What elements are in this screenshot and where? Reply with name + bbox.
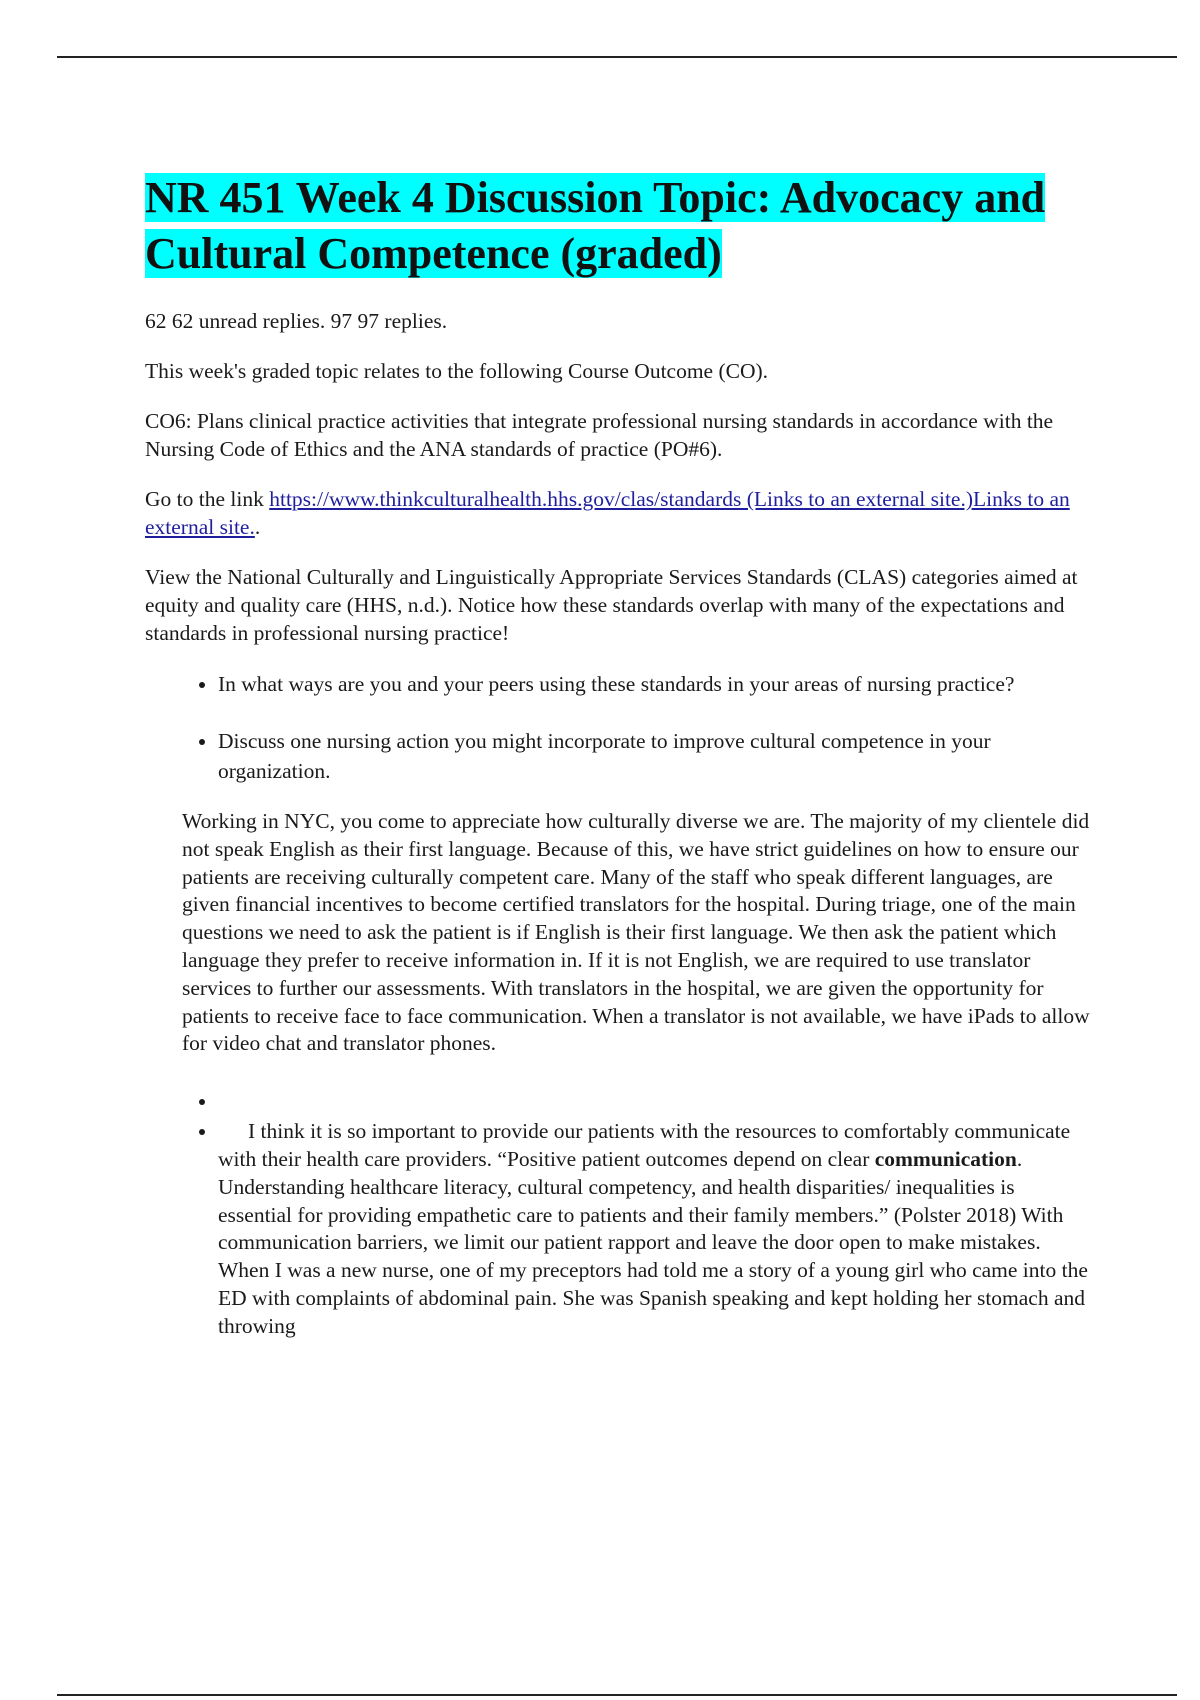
reply-counts: 62 62 unread replies. 97 97 replies. (145, 309, 448, 333)
response-list (145, 1088, 1090, 1340)
clas-paragraph: View the National Culturally and Linguistically Appropriate Services Standards (CLAS) categories aimed at equity and quality care (HHS, n.d.). Notice how these standards overlap with many of the expectations and standards in professional nursing practice! (145, 565, 1078, 645)
course-outcome: CO6: Plans clinical practice activities that integrate professional nursing standards in accordance with the Nursing Code of Ethics and the ANA standards of practice (PO#6). (145, 409, 1054, 461)
bottom-rule (57, 1694, 1177, 1696)
response-text-end: . Understanding healthcare literacy, cultural competency, and health disparities/ inequalities is essential for providing empathetic care to patients and their family members.” (Polster 2018) With communication barriers, we limit our patient rapport and leave the door open to make mistakes. When I was a new nurse, one of my preceptors had told me a story of a young girl who came into the ED with complaints of abdominal pain. She was Spanish speaking and kept holding her stomach and throwing (218, 1146, 1088, 1338)
link-prefix: Go to the link (145, 487, 270, 511)
page-title (145, 170, 1090, 282)
question-item: • In what ways are you and your peers using these standards in your areas of nursing practice? (218, 669, 1090, 699)
response-item (218, 1118, 1090, 1340)
empty-bullet (218, 1088, 1090, 1116)
bold-term: communication (874, 1146, 1017, 1171)
intro-text: This week's graded topic relates to the following Course Outcome (CO). (145, 359, 769, 383)
response-paragraph: Working in NYC, you come to appreciate how culturally diverse we are. The majority of my clientele did not speak English as their first language. Because of this, we have strict guidelines on how to ensure our patients are receiving culturally competent care. Many of the staff who speak different languages, are given financial incentives to become certified translators for the hospital. During triage, one of the main questions we need to ask the patient is if English is their first language. We then ask the patient which language they prefer to receive information in. If it is not English, we are required to use translator services to further our assessments. With translators in the hospital, we are given the opportunity for patients to receive face to face communication. When a translator is not available, we have iPads to allow for video chat and translator phones. (182, 809, 1090, 1056)
link-suffix: . (254, 515, 261, 539)
link-paragraph (145, 485, 1090, 541)
question-list (145, 669, 1090, 786)
highlighted-title: NR 451 Week 4 Discussion Topic: Advocacy and Cultural Competence (graded) (145, 173, 1046, 278)
response-text-start: I think it is so important to provide our patients with the resources to comfortably communicate with their health care providers. “Positive patient outcomes depend on clear (218, 1119, 1071, 1171)
question-item: • Discuss one nursing action you might incorporate to improve cultural competence in your organization. (218, 726, 1090, 786)
top-rule (57, 56, 1177, 58)
document-body (145, 170, 1090, 1363)
clas-standards-link[interactable]: https://www.thinkculturalhealth.hhs.gov/clas/standards (Links to an external site.)Links to an external site. (145, 487, 1070, 539)
